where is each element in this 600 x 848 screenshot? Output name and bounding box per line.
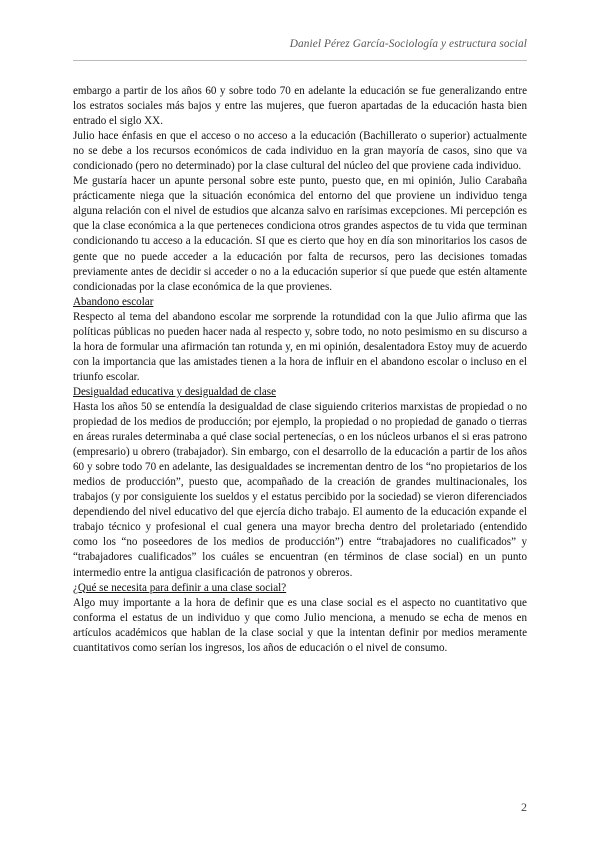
paragraph: embargo a partir de los años 60 y sobre todo 70 en adelante la educación se fue generalizando entre los estratos sociales más bajos y entre las mujeres, que fueron apartadas de la educación hasta bien entrado el siglo XX. [73, 85, 527, 128]
document-body [73, 84, 527, 656]
paragraph: Algo muy importante a la hora de definir que es una clase social es el aspecto no cuantitativo que conforma el estatus de un individuo y que como Julio menciona, a menudo se echa de menos en artículos académicos que hablan de la clase social y que la intentan definir por medios meramente cuantitativos como serían los ingresos, los años de educación o el nivel de consumo. [73, 596, 527, 654]
page-header: Daniel Pérez García-Sociología y estructura social [289, 38, 527, 50]
section-heading-desigualdad: Desigualdad educativa y desigualdad de clase [73, 385, 276, 398]
section-heading-abandono: Abandono escolar [73, 295, 154, 308]
paragraph: Julio hace énfasis en que el acceso o no acceso a la educación (Bachillerato o superior) actualmente no se debe a los recursos económicos de cada individuo en la gran mayoría de casos, sino que va condicionado (pero no determinado) por la clase cultural del núcleo del que proviene cada individuo. [73, 130, 527, 173]
paragraph: Me gustaría hacer un apunte personal sobre este punto, puesto que, en mi opinión, Julio Carabaña prácticamente niega que la situación económica del entorno del que proviene un individuo tenga alguna relación con el nivel de estudios que alcanza salvo en rarísimas excepciones. Mi percepción es que la clase económica a la que perteneces condiciona otros grandes aspectos de tu vida que terminan condicionando tu acceso a la educación. SI que es cierto que hoy en día son minoritarios los casos de gente que no puede acceder a la educación por falta de recursos, pero las decisiones tomadas previamente antes de decidir si acceder o no a la educación superior sí que puede que estén altamente condicionadas por la clase económica de la que provienes. [73, 175, 527, 293]
section-heading-clase-social: ¿Qué se necesita para definir a una clase social? [73, 581, 287, 594]
header-divider [73, 60, 527, 61]
paragraph: Hasta los años 50 se entendía la desigualdad de clase siguiendo criterios marxistas de propiedad o no propiedad de los medios de producción; por ejemplo, la propiedad o no propiedad de ganado o tierras en áreas rurales determinaba a qué clase social pertenecías, o en los núcleos urbanos el si eras patrono (empresario) u obrero (trabajador). Sin embargo, con el desarrollo de la educación a partir de los años 60 y sobre todo 70 en adelante, las desigualdades se incrementan dentro de los “no propietarios de los medios de producción”, puesto que, acompañado de la creación de grandes multinacionales, los trabajos (y por consiguiente los sueldos y el estatus percibido por la sociedad) se vieron diferenciados dependiendo del nivel educativo del que ejercía dicho trabajo. El aumento de la educación expande el trabajo técnico y profesional el cual genera una mayor brecha dentro del proletariado (entendido como los “no poseedores de los medios de producción”) entre “trabajadores no cualificados” y “trabajadores cualificados” los cuáles se encuentran (en términos de clase social) en un punto intermedio entre la antigua clasificación de patronos y obreros. [73, 400, 527, 579]
paragraph: Respecto al tema del abandono escolar me sorprende la rotundidad con la que Julio afirma que las políticas públicas no pueden hacer nada al respecto y, sobre todo, no noto pesimismo en su discurso a la hora de formular una afirmación tan rotunda y, en mi opinión, desalentadora Estoy muy de acuerdo con la importancia que las amistades tienen a la hora de influir en el abandono escolar o incluso en el triunfo escolar. [73, 310, 527, 383]
page-number: 2 [521, 800, 527, 814]
